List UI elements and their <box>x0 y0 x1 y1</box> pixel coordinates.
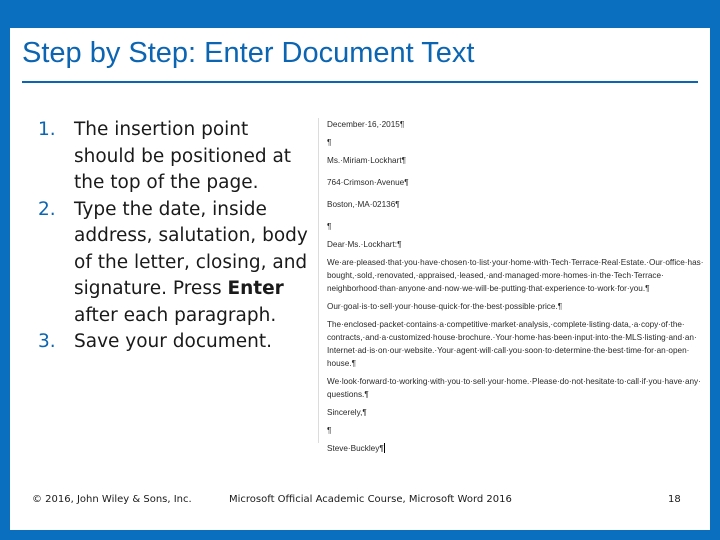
text-cursor <box>384 443 385 453</box>
doc-body-line: neighborhood·than·anyone·and·now·we·will·be·putting·that·experience·to·work·for·you.¶ <box>327 284 650 293</box>
doc-salutation: Dear·Ms.·Lockhart:¶ <box>327 240 402 249</box>
step-text: Type the date, inside address, salutation, body of the letter, closing, and signature. Press <box>74 198 308 299</box>
doc-body-line: house.¶ <box>327 359 356 368</box>
doc-recipient-city: Boston,·MA·02136¶ <box>327 200 400 209</box>
step-item <box>32 117 312 197</box>
doc-signature-text: Steve·Buckley¶ <box>327 444 384 453</box>
step-number: 1. <box>38 119 56 140</box>
doc-body-line: We·look·forward·to·working·with·you·to·sell·your·home.·Please·do·not·hesitate·to·call·if·you·have·any· <box>327 377 701 386</box>
doc-body-line: The·enclosed·packet·contains·a·competitive·market·analysis,·complete·listing·data,·a·copy·of·the· <box>327 320 685 329</box>
step-item <box>32 197 312 330</box>
doc-empty-paragraph: ¶ <box>327 222 332 231</box>
document-screenshot <box>318 118 704 453</box>
doc-body-line: questions.¶ <box>327 390 369 399</box>
doc-body-line: We·are·pleased·that·you·have·chosen·to·list·your·home·with·Tech·Terrace·Real·Estate.·Our·office·has· <box>327 258 704 267</box>
title-underline <box>22 81 698 83</box>
doc-body-line: contracts,·and·a·customized·house·brochure.·Your·home·has·been·input·into·the·MLS·listing·and·an· <box>327 333 697 342</box>
step-text: after each paragraph. <box>74 304 277 326</box>
doc-closing: Sincerely,¶ <box>327 408 367 417</box>
doc-body-line: bought,·sold,·renovated,·appraised,·leased,·and·managed·more·homes·in·the·Tech·Terrace· <box>327 271 664 280</box>
step-number: 2. <box>38 198 56 220</box>
enter-key-label: Enter <box>227 278 284 299</box>
doc-signature <box>327 442 692 455</box>
doc-recipient-name: Ms.·Miriam·Lockhart¶ <box>327 156 407 165</box>
step-text: Save your document. <box>74 331 272 352</box>
doc-body-line: Internet·ad·is·on·our·website.·Your·agent·will·call·you·soon·to·determine·the·best·time·for·an·open· <box>327 346 690 355</box>
footer-course: Microsoft Official Academic Course, Microsoft Word 2016 <box>229 494 512 505</box>
doc-recipient-street: 764·Crimson·Avenue¶ <box>327 178 409 187</box>
doc-body-line: Our·goal·is·to·sell·your·house·quick·for·the·best·possible·price.¶ <box>327 302 563 311</box>
footer-copyright: © 2016, John Wiley & Sons, Inc. <box>32 494 192 505</box>
doc-empty-paragraph: ¶ <box>327 426 332 435</box>
slide-title: Step by Step: Enter Document Text <box>22 37 475 69</box>
step-number: 3. <box>38 331 56 352</box>
doc-empty-paragraph: ¶ <box>327 138 332 147</box>
step-text: The insertion point should be positioned at the top of the page. <box>74 119 292 193</box>
step-list <box>32 117 312 356</box>
footer-page-number: 18 <box>668 494 681 505</box>
step-item <box>32 329 312 356</box>
doc-date-line: December·16,·2015¶ <box>327 120 405 129</box>
